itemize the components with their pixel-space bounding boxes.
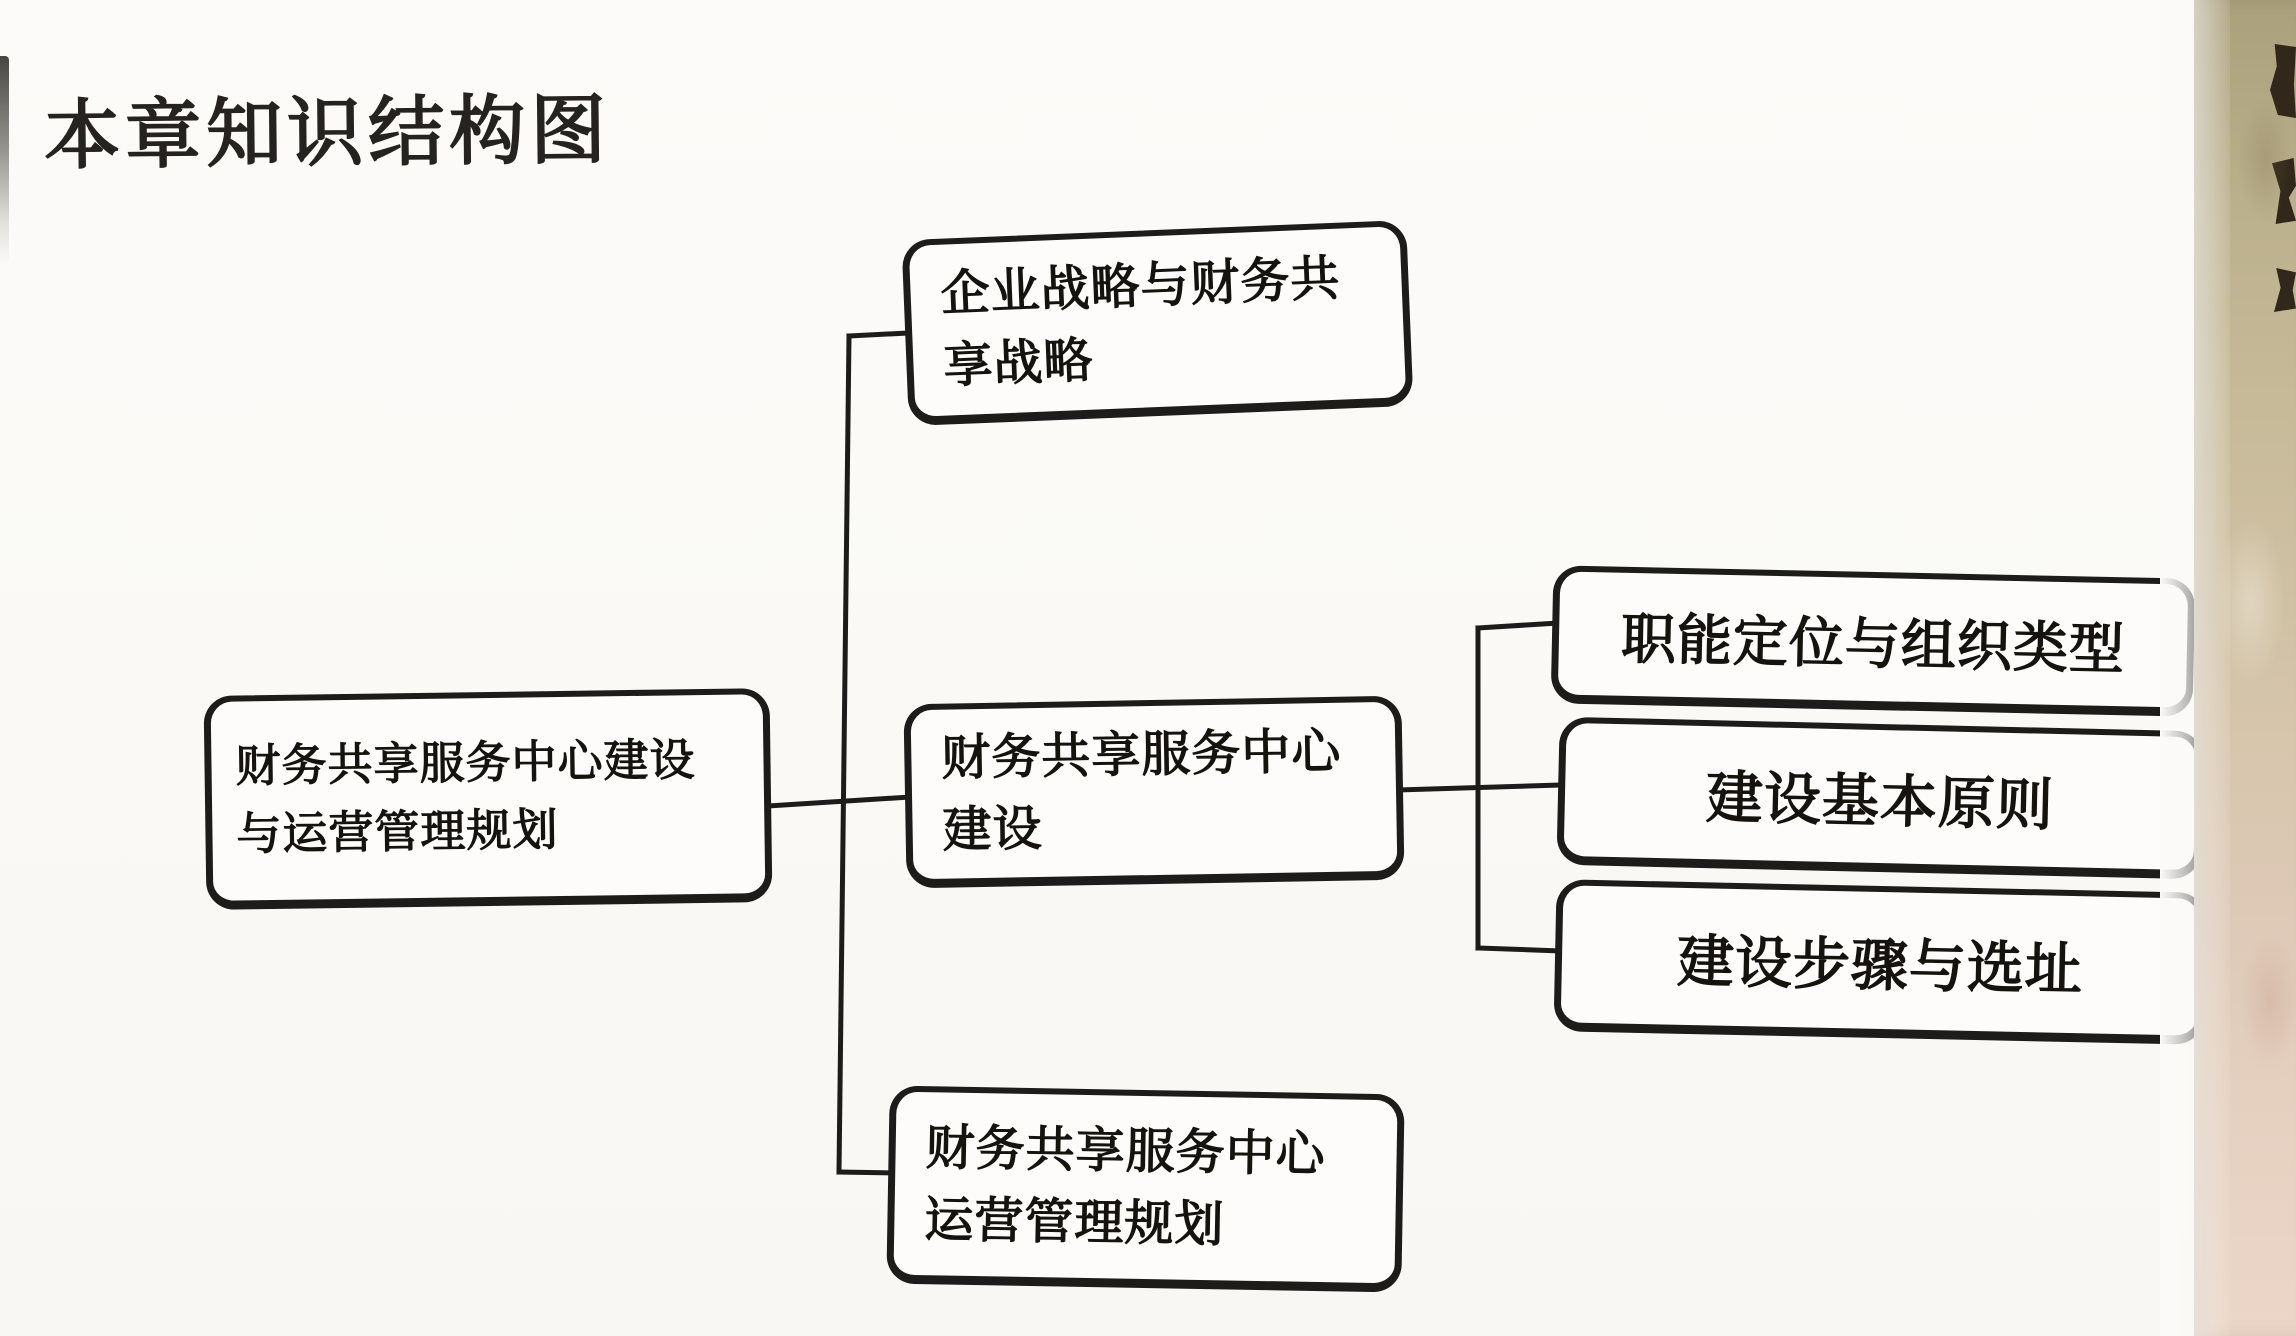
node-operation-line1: 财务共享服务中心 xyxy=(925,1120,1327,1183)
page-title: 本章知识结构图 xyxy=(43,88,612,179)
leaf-function-label: 职能定位与组织类型 xyxy=(1620,608,2126,681)
connector-branch-strategy xyxy=(849,333,908,336)
connector-branch-steps xyxy=(1478,948,1562,951)
node-construction-line1: 财务共享服务中心 xyxy=(940,724,1342,787)
page-edge-ink-mark xyxy=(2274,268,2296,312)
leaf-basic-principles xyxy=(1556,717,2203,880)
page-edge-ink-mark xyxy=(2270,44,2296,118)
node-root-line2: 与运营管理规划 xyxy=(236,804,559,860)
connector-root-to-construction xyxy=(768,797,910,806)
leaf-steps-label: 建设步骤与选址 xyxy=(1676,930,2084,1002)
node-operation-line2: 运营管理规划 xyxy=(923,1191,1225,1252)
node-construction-line2: 建设 xyxy=(942,800,1044,858)
leaf-function-and-org-type xyxy=(1551,565,2196,716)
leaf-principles-label: 建设基本原则 xyxy=(1705,766,2055,838)
leaf-steps-and-site xyxy=(1553,879,2206,1045)
node-strategy-line1: 企业战略与财务共 xyxy=(939,251,1342,323)
node-root-line1: 财务共享服务中心建设 xyxy=(235,735,696,792)
node-enterprise-strategy xyxy=(901,220,1413,426)
page-edge-ink-mark xyxy=(2272,158,2296,224)
connector-branch-function xyxy=(1478,623,1558,628)
node-strategy-line2: 享战略 xyxy=(942,332,1095,394)
adjacent-page-edge xyxy=(2194,0,2296,1336)
node-root xyxy=(204,688,773,910)
node-center-construction xyxy=(903,696,1404,889)
node-operation-planning xyxy=(886,1086,1404,1293)
connector-left-trunk xyxy=(839,336,849,1172)
